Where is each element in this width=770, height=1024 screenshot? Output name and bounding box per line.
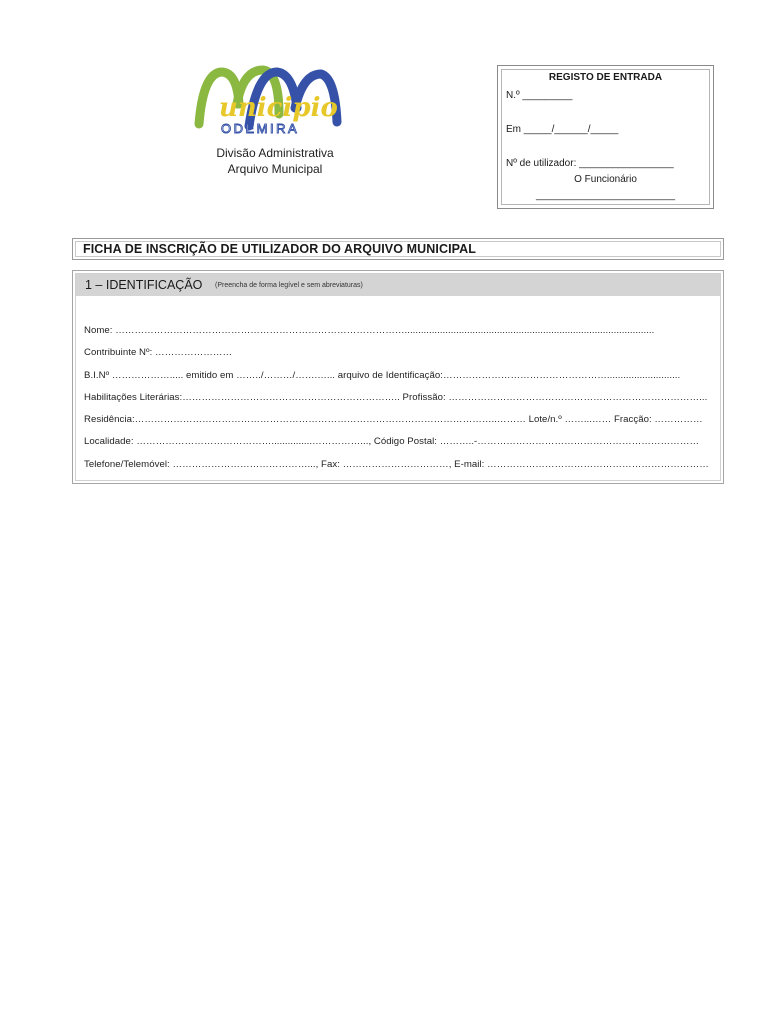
logo-graphic (193, 64, 361, 136)
residence-field[interactable]: Residência:…………………………………………………………………………………………………..……… Lote/n.º ……...…… Fracção: …………… (84, 414, 703, 425)
form-title: FICHA DE INSCRIÇÃO DE UTILIZADOR DO ARQUIVO MUNICIPAL (83, 242, 477, 256)
locality-postal-code-field[interactable]: Localidade: ……………………………………...............……………..., Código Postal: ………..-…………………………………………………………… (84, 436, 700, 447)
division-line-1: Divisão Administrativa (216, 146, 334, 160)
registry-signature-line[interactable]: _________________________ (535, 190, 676, 201)
phone-fax-email-field[interactable]: Telefone/Telemóvel: ……………………………………..., Fax: ……………………………, E-mail: …………………………………………………………… (84, 459, 709, 470)
taxpayer-number-field[interactable]: Contribuinte Nº: …………………… (84, 347, 233, 358)
logo-name: ODEMIRA (221, 121, 300, 136)
section-header (76, 274, 720, 296)
qualifications-profession-field[interactable]: Habilitações Literárias:………………………………………………………….. Profissão: ……………………………………………………………………... (84, 392, 708, 403)
name-field[interactable]: Nome: ………………………………………………………………………………............................................................................................ (84, 325, 655, 336)
section-note: (Preencha de forma legível e sem abreviaturas) (215, 282, 363, 289)
municipio-odemira-logo (193, 64, 361, 136)
form-title-bar (72, 238, 724, 260)
registry-user-number-field[interactable]: Nº de utilizador: _________________ (506, 158, 674, 169)
id-card-field[interactable]: B.I.Nº ………………..... emitido em ……../………/…….…... arquivo de Identificação:……………………………………………........................... (84, 370, 681, 381)
registry-title: REGISTO DE ENTRADA (548, 72, 663, 83)
section-title: 1 – IDENTIFICAÇÃO (85, 278, 203, 292)
registry-date-field[interactable]: Em _____/______/_____ (506, 124, 619, 135)
identification-section (72, 270, 724, 484)
registry-entry-box (497, 65, 714, 209)
division-heading (170, 145, 380, 177)
logo-script: unicipio (219, 93, 338, 123)
division-line-2: Arquivo Municipal (227, 162, 323, 176)
registry-official-label: O Funcionário (574, 174, 637, 185)
registry-number-field[interactable]: N.º _________ (506, 90, 573, 101)
